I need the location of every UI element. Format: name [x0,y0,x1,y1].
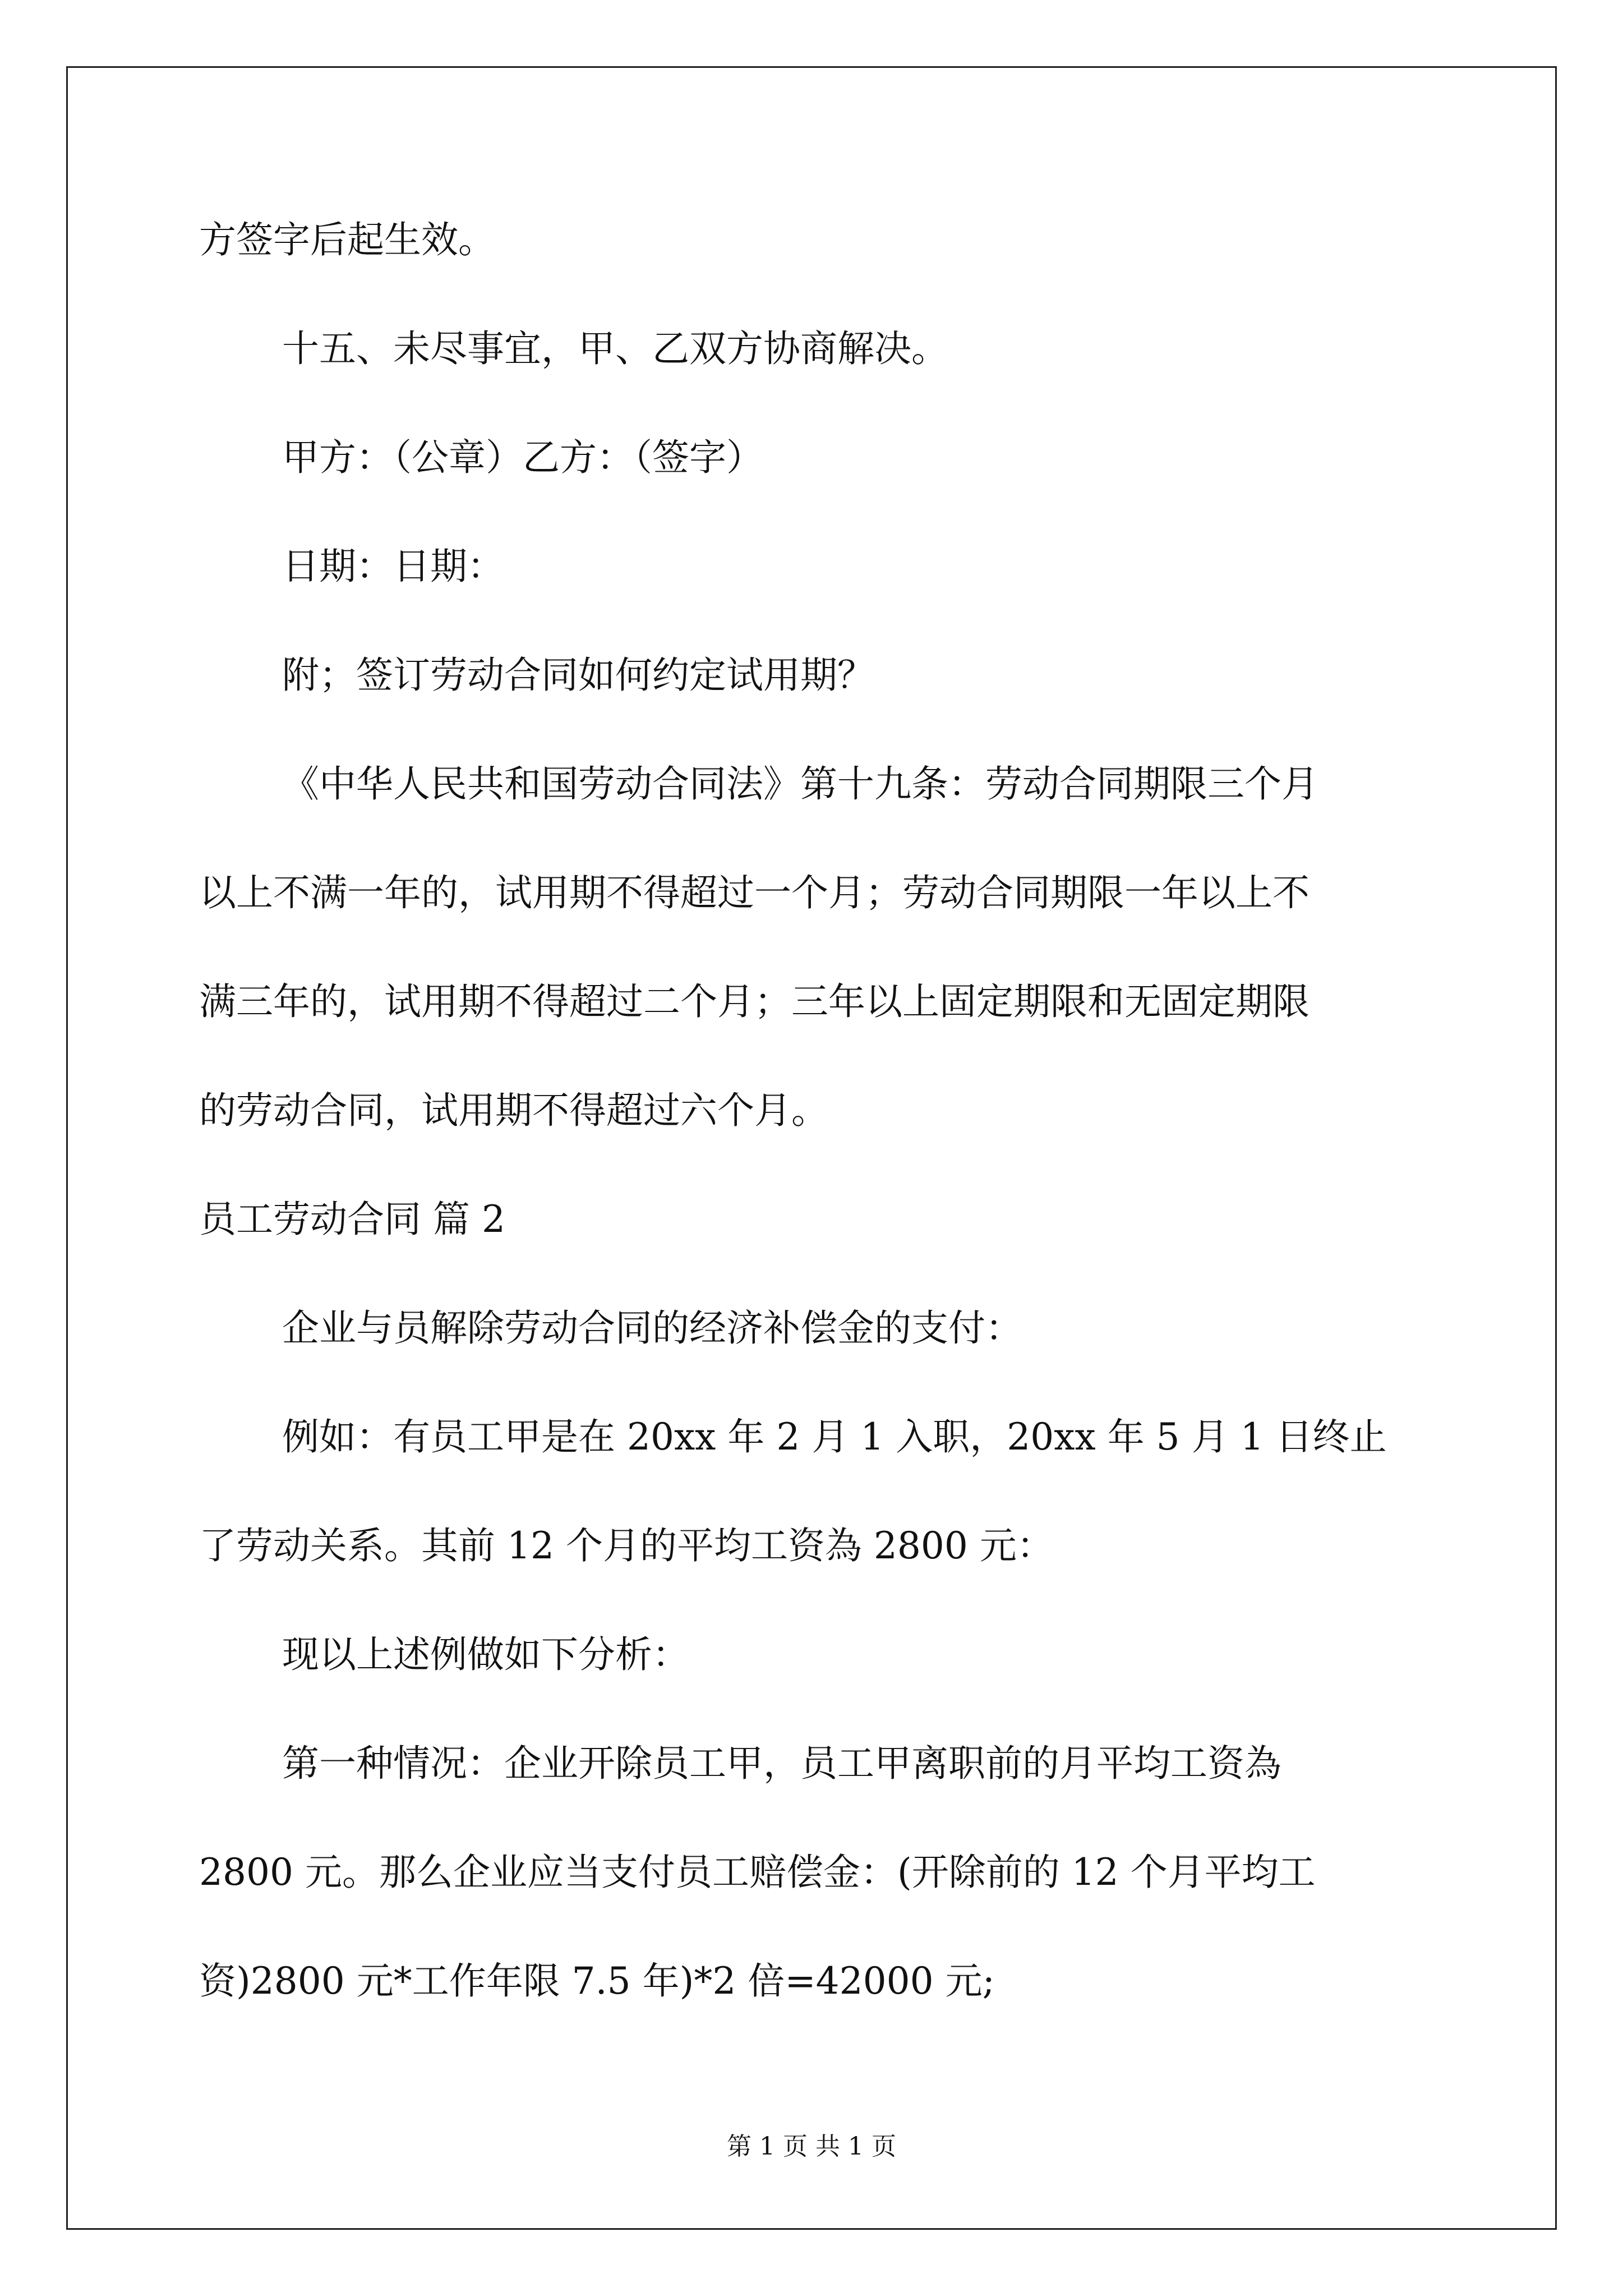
paragraph-appendix-question: 附；签订劳动合同如何约定试用期？ [282,654,874,697]
paragraph-signatures: 甲方：（公章）乙方：（签字） [282,436,763,479]
text-line: 满三年的，试用期不得超过二个月；三年以上固定期限和无固定期限 [199,980,1310,1023]
text-line: 资)2800 元*工作年限 7.5 年)*2 倍=42000 元; [199,1959,995,2003]
text-line: 《中华人民共和国劳动合同法》第十九条：劳动合同期限三个月 [282,762,1318,806]
section-heading: 员工劳动合同 篇 2 [199,1198,505,1241]
text-line: 2800 元。那么企业应当支付员工赔偿金：(开除前的 12 个月平均工 [199,1851,1316,1894]
page-footer: 第 1 页 共 1 页 [727,2132,896,2161]
paragraph-clause-15: 十五、未尽事宜，甲、乙双方协商解决。 [282,327,948,370]
paragraph-compensation-intro: 企业与员解除劳动合同的经济补偿金的支付： [282,1306,1022,1350]
text-line: 以上不满一年的，试用期不得超过一个月；劳动合同期限一年以上不 [199,871,1310,914]
paragraph-dates: 日期：日期： [282,545,504,588]
paragraph-continuation: 方签字后起生效。 [199,218,495,261]
document-body [199,213,1433,2008]
text-line: 第一种情况：企业开除员工甲，员工甲离职前的月平均工资為 [282,1742,1281,1785]
text-line: 了劳动关系。其前 12 个月的平均工资為 2800 元： [199,1524,1054,1567]
text-line: 例如：有员工甲是在 20xx 年 2 月 1 入职，20xx 年 5 月 1 日终止 [282,1415,1387,1458]
paragraph-example [199,1410,1433,1573]
paragraph-analysis-intro: 现以上述例做如下分析： [282,1633,689,1676]
text-line: 的劳动合同，试用期不得超过六个月。 [199,1089,828,1132]
paragraph-law-article [199,757,1433,1138]
paragraph-case-one [199,1737,1433,2008]
